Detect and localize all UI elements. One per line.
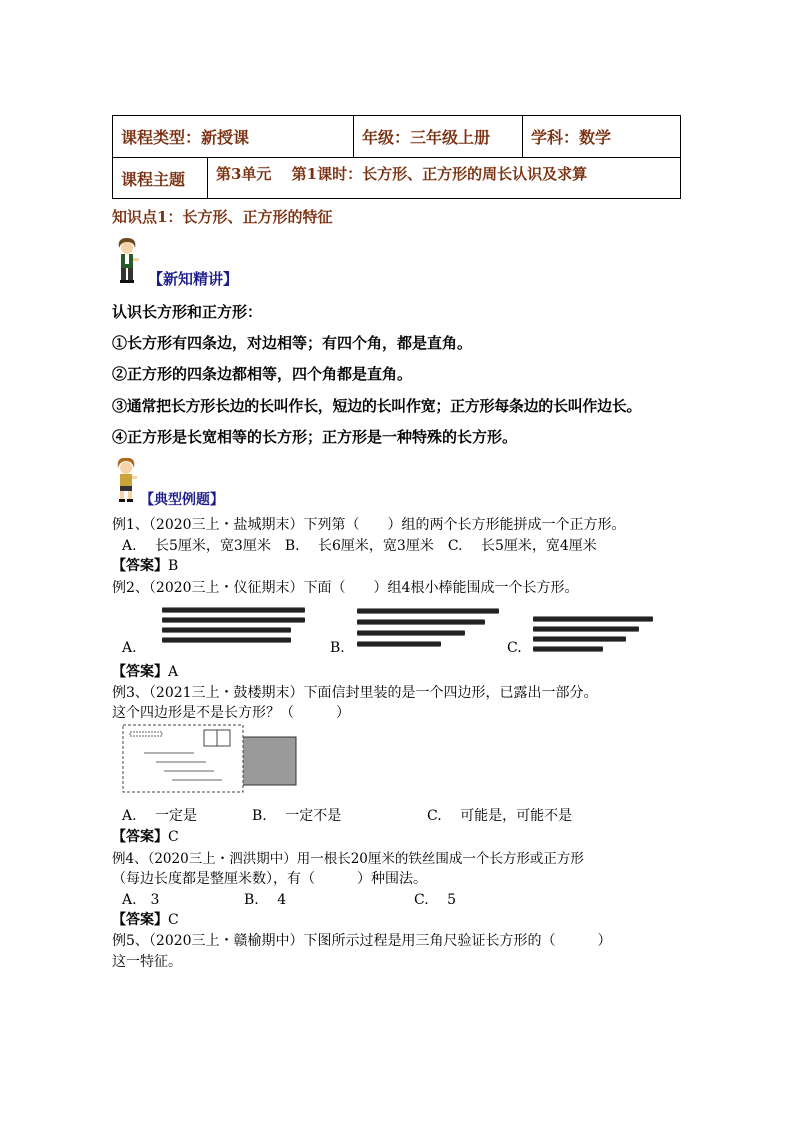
example-3-question-line-2: 这个四边形是不是长方形？（ ） [112,705,350,721]
example-4-option-a: A. 3 [122,892,160,908]
example-4-answer [112,909,179,929]
envelope-figure [122,724,300,794]
example-4-option-c: C. 5 [414,892,457,908]
example-1-answer [112,555,178,575]
example-4-option-b: B. 4 [244,892,287,908]
example-2-option-b: B. [330,640,345,656]
example-4-question-line-1: 例4、（2020三上・泗洪期中）用一根长20厘米的铁丝围成一个长方形或正方形 [112,851,584,867]
new-knowledge-intro: 认识长方形和正方形： [112,303,263,321]
subject: 学科：数学 [531,128,612,147]
answer-label: 【答案】 [112,829,168,845]
course-type-cell [113,116,354,158]
topic-label: 课程主题 [121,169,186,189]
example-3-question-line-1: 例3、（2021三上・鼓楼期末）下面信封里装的是一个四边形，已露出一部分。 [112,685,598,701]
header-table [112,115,681,199]
example-1-options: A. 长5厘米，宽3厘米 B. 长6厘米，宽3厘米 C. 长5厘米，宽4厘米 [122,538,597,554]
topic-label-cell [113,158,208,198]
student-character-icon [112,456,140,502]
example-3-option-a: A. 一定是 [122,808,198,824]
point-4: ④正方形是长宽相等的长方形；正方形是一种特殊的长方形。 [112,428,518,446]
example-2-option-c: C. [507,640,522,656]
answer-value: B [168,558,179,574]
example-2-option-a: A. [122,640,137,656]
answer-label: 【答案】 [112,558,168,574]
topic-value-cell [208,158,680,198]
answer-value: A [168,664,179,680]
answer-value: C [168,912,179,928]
example-2-answer [112,661,178,681]
grade: 年级：三年级上册 [362,128,491,147]
answer-label: 【答案】 [112,664,168,680]
example-3-option-c: C. 可能是，可能不是 [427,808,573,824]
example-5-question-line-1: 例5、（2020三上・赣榆期中）下图所示过程是用三角尺验证长方形的（ ） [112,933,612,949]
example-5-question-line-2: 这一特征。 [112,954,182,970]
example-3-option-b: B. 一定不是 [252,808,342,824]
answer-value: C [168,829,179,845]
example-2-question: 例2、（2020三上・仪征期末）下面（ ）组4根小棒能围成一个长方形。 [112,580,579,596]
teacher-character-icon [112,236,142,284]
subject-cell [523,116,680,158]
point-3: ③通常把长方形长边的长叫作长，短边的长叫作宽；正方形每条边的长叫作边长。 [112,397,642,415]
knowledge-title: 知识点1：长方形、正方形的特征 [112,208,333,226]
point-1: ①长方形有四条边，对边相等；有四个角，都是直角。 [112,334,473,352]
examples-heading: 【典型例题】 [140,492,224,508]
course-type: 课程类型：新授课 [121,128,250,147]
grade-cell [354,116,523,158]
topic-value: 第3单元 第1课时：长方形、正方形的周长认识及求算 [216,165,588,183]
example-3-answer [112,826,179,846]
answer-label: 【答案】 [112,912,168,928]
new-knowledge-heading: 【新知精讲】 [148,270,239,288]
example-4-question-line-2: （每边长度都是整厘米数），有（ ）种围法。 [112,871,427,887]
example-1-question: 例1、（2020三上・盐城期末）下列第（ ）组的两个长方形能拼成一个正方形。 [112,517,626,533]
point-2: ②正方形的四条边都相等，四个角都是直角。 [112,365,413,383]
